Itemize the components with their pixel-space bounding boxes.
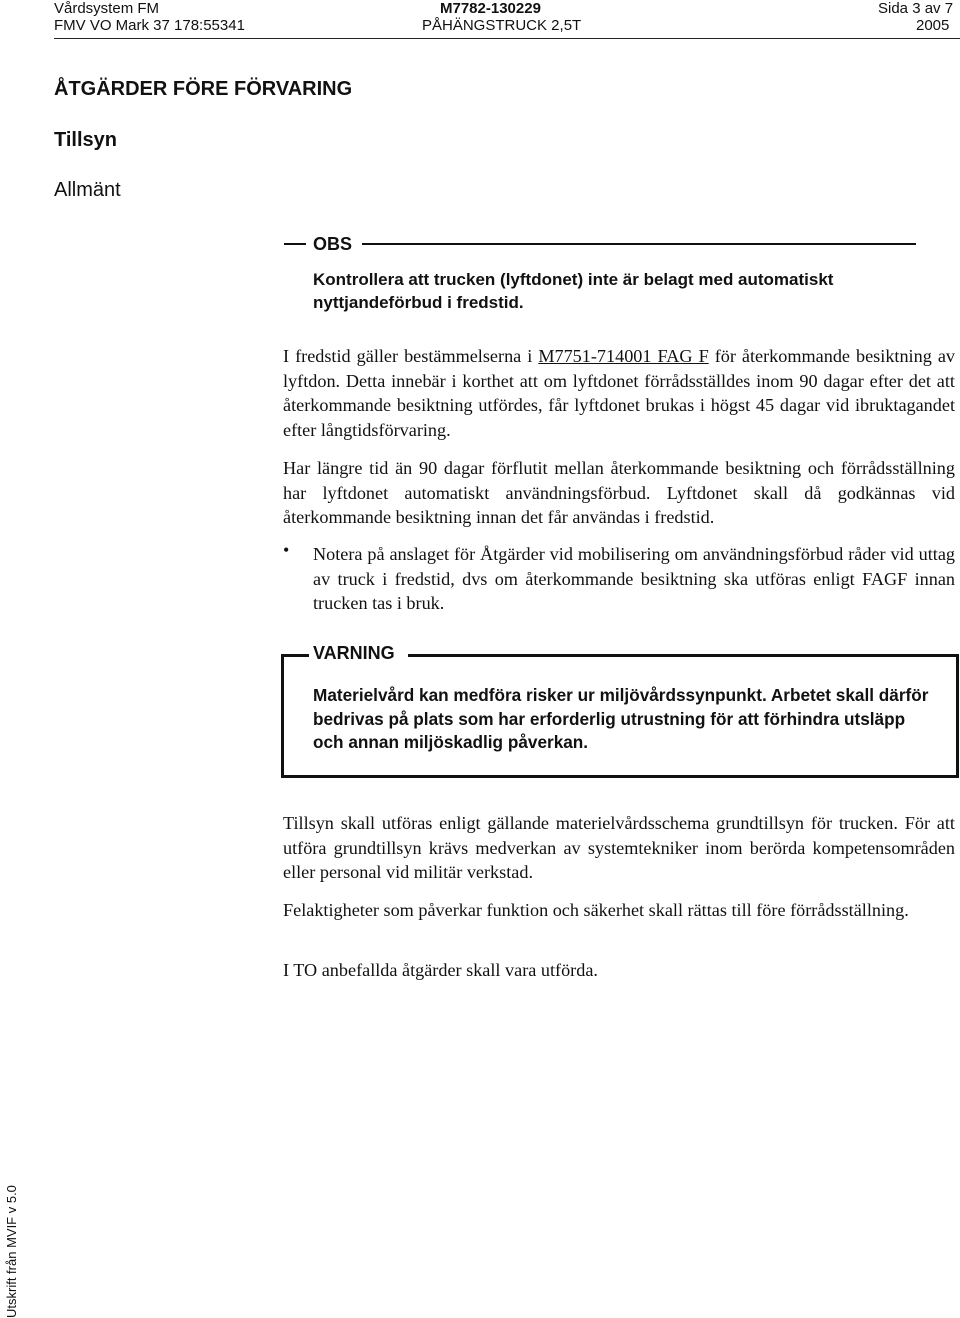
main-heading: ÅTGÄRDER FÖRE FÖRVARING [54, 78, 353, 100]
warning-rule-right [408, 654, 959, 657]
obs-text: Kontrollera att trucken (lyftdonet) inte är belagt med automatiskt nyttjandeförbud i fredstid. [313, 270, 834, 312]
paragraph-fredstid-end: för återkommande besiktning av lyftdon. Detta innebär i korthet att om lyftdonet förrådsställdes inom 90 dagar efter det att återkommande besiktning utfördes, får lyftdonet brukas i högst 45 dagar vid ibruktagandet efter långtidsförvaring. [283, 346, 955, 440]
paragraph-fredstid [283, 344, 955, 442]
regulation-reference-link[interactable]: M7751-714001 FAG F [538, 346, 709, 366]
paragraph-to-atgarder: I TO anbefallda åtgärder skall vara utförda. [283, 960, 598, 980]
subsection-heading: Allmänt [54, 179, 121, 201]
header-fmv: FMV VO Mark 37 178:55341 [54, 17, 245, 34]
print-source-note: Utskrift från MVIF v 5.0 [4, 1185, 19, 1318]
header-product: PÅHÄNGSTRUCK 2,5T [422, 17, 582, 34]
warning-text: Materielvård kan medföra risker ur miljövårdssynpunkt. Arbetet skall därför bedrivas på plats som har erforderlig utrustning för att förhindra utsläpp och annan miljöskadlig påverkan. [313, 685, 929, 752]
paragraph-felaktigheter: Felaktigheter som påverkar funktion och säkerhet skall rättas till före förrådsställning. [283, 900, 909, 920]
bullet-item-mobilisering: Notera på anslaget för Åtgärder vid mobilisering om användningsförbud råder vid uttag av truck i fredstid, dvs om återkommande besiktning ska utföras enligt FAGF innan trucken tas i bruk. [313, 544, 955, 613]
header-system: Vårdsystem FM [54, 0, 160, 17]
paragraph-fredstid-start: I fredstid gäller bestämmelserna i [283, 346, 539, 366]
section-heading: Tillsyn [54, 129, 117, 151]
obs-rule-left [284, 243, 306, 245]
header-year: 2005 [916, 17, 950, 34]
bullet-marker: • [283, 540, 290, 560]
obs-label: OBS [313, 234, 353, 254]
paragraph-anvandningsforbud: Har längre tid än 90 dagar förflutit mellan återkommande besiktning och förrådsställning har lyftdonet automatiskt användningsförbud. Lyftdonet skall då godkännas vid återkommande besiktning innan det får användas i fredstid. [283, 458, 955, 527]
warning-rule-left [281, 654, 309, 657]
paragraph-tillsyn: Tillsyn skall utföras enligt gällande materielvårdsschema grundtillsyn för trucken. För att utföra grundtillsyn krävs medverkan av systemtekniker inom berörda kompetensområden eller personal vid militär verkstad. [283, 813, 955, 882]
header-divider [54, 38, 960, 39]
header-doc-number: M7782-130229 [440, 0, 541, 17]
obs-rule-right [362, 243, 916, 245]
header-page: Sida 3 av 7 [878, 0, 954, 17]
warning-label: VARNING [313, 643, 395, 663]
